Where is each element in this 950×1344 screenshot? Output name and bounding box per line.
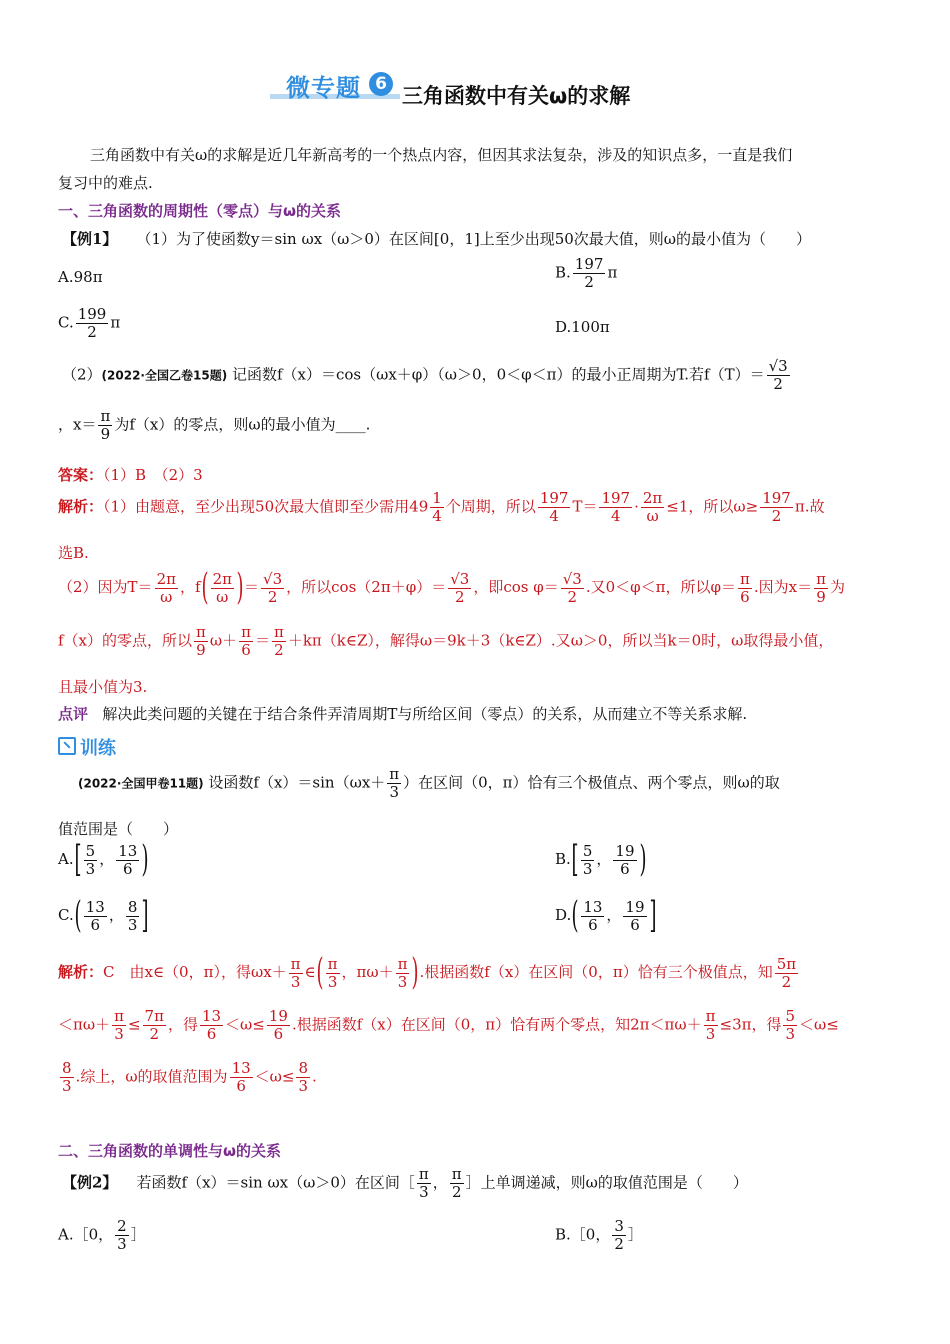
training-option-d: D.( $\frac{13}{6}$ ， $\frac{19}{6}$ ] — [555, 895, 657, 936]
comment-1: 点评 解决此类问题的关键在于结合条件弄清周期T与所给区间（零点）的关系，从而建立不等关系求解. — [58, 705, 748, 723]
intro-line-2: 复习中的难点. — [58, 174, 153, 192]
page-title: 三角函数中有关ω的求解 — [402, 84, 631, 108]
analysis-2-line-2: ＜πω＋ $\frac{\pi}{3}$ ≤ $\frac{7\pi}{2}$ ，得 $\frac{13}{6}$ ＜ω≤ $\frac{19}{6}$ .根据函数f（x）在区间（0，π）恰有两个零点，知2π＜πω＋ $\frac{\pi}{3}$ ≤3π，得 $\frac{5}{3}$ ＜ω≤ — [58, 1007, 839, 1043]
example-1-question-2-line-2: ，x＝ $\frac{\pi}{9}$ 为f（x）的零点，则ω的最小值为____. — [58, 407, 371, 443]
analysis-1-line-1: 解析：（1）由题意，至少出现50次最大值即至少需用49 $\frac{1}{4}$ 个周期，所以 $\frac{197}{4}$ T＝ $\frac{197}{4}$ · $\frac{2\pi}{\omega}$ ≤1，所以ω≥ $\frac{197}{2}$ π.故 — [58, 489, 825, 525]
analysis-1-line-3: （2）因为T＝ $\frac{2\pi}{\omega}$ ，f( $\frac{2\pi}{\omega}$ )＝ $\frac{√3}{2}$ ，所以cos（2π＋φ）＝ $\frac{√3}{2}$ ，即cos φ＝ $\frac{√3}{2}$ .又0＜φ＜π，所以φ＝ $\frac{\pi}{6}$ .因为x＝ $\frac{\pi}{9}$ 为 — [58, 567, 845, 608]
training-option-c: C.( $\frac{13}{6}$ ， $\frac{8}{3}$ ] — [58, 895, 149, 936]
analysis-1-line-5: 且最小值为3. — [58, 678, 148, 696]
training-option-b: B.[ $\frac{5}{3}$ ， $\frac{19}{6}$ ) — [555, 839, 647, 880]
example-1-question-1 — [62, 228, 811, 249]
example-1-question-2: （2）(2022·全国乙卷15题) 记函数f（x）＝cos（ωx＋φ）（ω＞0，0＜φ＜π）的最小正周期为T.若f（T）＝ $\frac{√3}{2}$ — [62, 357, 788, 393]
ex2-option-b: B.［0， $\frac{3}{2}$ ］ — [555, 1217, 643, 1253]
ex1-option-b: B. $\frac{197}{2}$ π — [555, 255, 618, 291]
pencil-box-icon — [58, 737, 76, 755]
training-question: (2022·全国甲卷11题) 设函数f（x）＝sin（ωx＋ $\frac{\pi}{3}$ ）在区间（0，π）恰有三个极值点、两个零点，则ω的取 — [78, 765, 780, 801]
ex1-option-a: A.98π — [58, 268, 103, 286]
analysis-1-line-2: 选B. — [58, 544, 89, 562]
training-question-line-2: 值范围是（ ） — [58, 820, 179, 838]
ex1-option-d: D.100π — [555, 318, 610, 336]
ex2-option-a: A.［0， $\frac{2}{3}$ ］ — [58, 1217, 146, 1253]
topic-badge: 微专题 — [286, 74, 361, 102]
answer-1: 答案：（1）B （2）3 — [58, 466, 203, 484]
example-tag: 【例1】 — [62, 230, 118, 248]
training-option-a: A.[ $\frac{5}{3}$ ， $\frac{13}{6}$ ) — [58, 839, 149, 880]
source-tag: (2022·全国甲卷11题) — [78, 776, 204, 791]
source-tag: (2022·全国乙卷15题) — [101, 368, 228, 383]
analysis-1-line-4: f（x）的零点，所以 $\frac{\pi}{9}$ ω＋ $\frac{\pi}{6}$ ＝ $\frac{\pi}{2}$ ＋kπ（k∈Z），解得ω＝9k＋3（k∈Z）.又ω＞0，所以当k＝0时，ω取得最小值， — [58, 623, 834, 659]
topic-number-badge: 6 — [369, 72, 393, 96]
question-text: （1）为了使函数y＝sin ωx（ω＞0）在区间[0，1]上至少出现50次最大值，则ω的最小值为（ ） — [136, 230, 812, 248]
training-heading: 训练 — [58, 734, 116, 760]
example-2-question: 【例2】 若函数f（x）＝sin ωx（ω＞0）在区间［ $\frac{\pi}{3}$ ， $\frac{\pi}{2}$ ］上单调递减，则ω的取值范围是（ ） — [62, 1165, 748, 1201]
analysis-2-line-1: 解析：C 由x∈（0，π），得ωx＋ $\frac{\pi}{3}$ ∈( $\frac{\pi}{3}$ ，πω＋ $\frac{\pi}{3}$ ).根据函数f（x）在区间（0，π）恰有三个极值点，知 $\frac{5\pi}{2}$ — [58, 952, 797, 993]
section-1-heading: 一、三角函数的周期性（零点）与ω的关系 — [58, 202, 342, 220]
intro-line-1: 三角函数中有关ω的求解是近几年新高考的一个热点内容，但因其求法复杂，涉及的知识点多，一直是我们 — [90, 146, 793, 164]
ex1-option-c: C. $\frac{199}{2}$ π — [58, 305, 121, 341]
analysis-2-line-3: $\frac{8}{3}$ .综上，ω的取值范围为 $\frac{13}{6}$ ＜ω≤ $\frac{8}{3}$ . — [62, 1059, 317, 1095]
section-2-heading: 二、三角函数的单调性与ω的关系 — [58, 1142, 282, 1160]
